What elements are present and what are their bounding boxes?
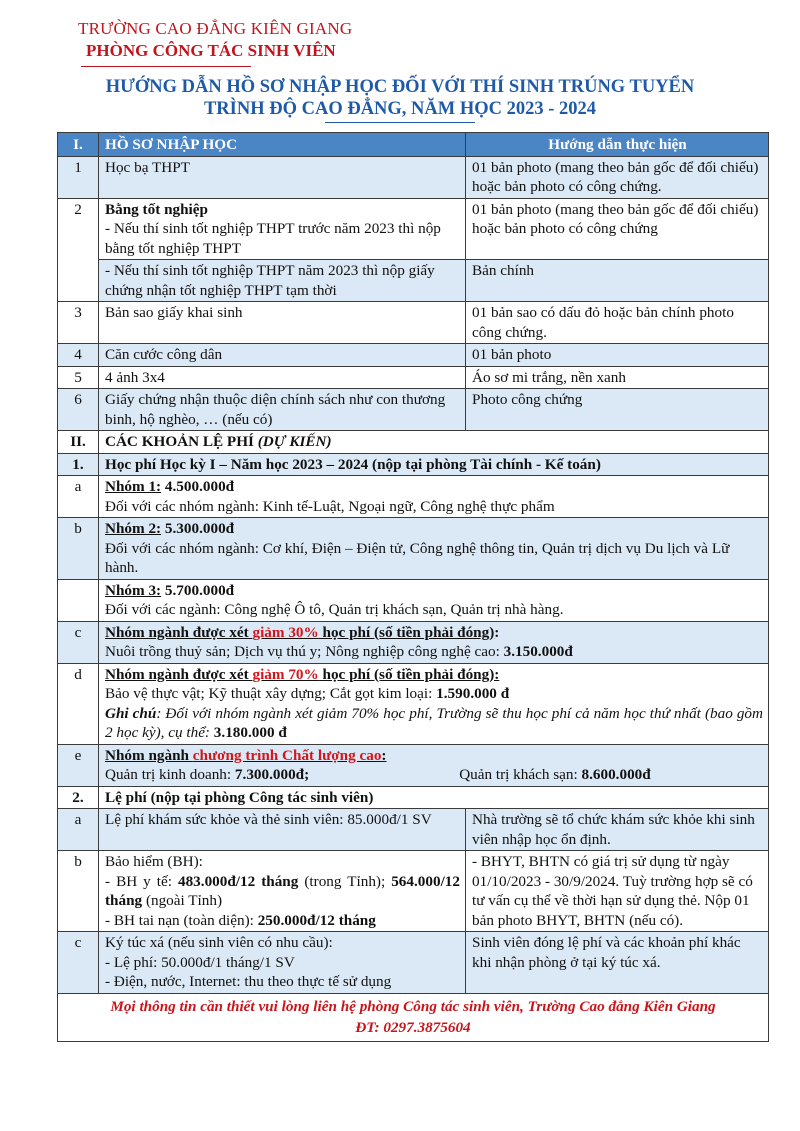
row-num: 1 (58, 156, 99, 198)
table-row (58, 809, 769, 851)
row-num: 6 (58, 389, 99, 431)
contact-note (58, 993, 769, 1041)
discount-amount: 3.150.000đ (503, 643, 573, 660)
section-2-num: II. (58, 431, 99, 454)
row-num: c (58, 621, 99, 663)
row-item: - Nếu thí sinh tốt nghiệp THPT năm 2023 thì nộp giấy chứng nhận tốt nghiệp THPT tạm thời (99, 260, 466, 302)
group-label: Nhóm 1: (105, 478, 162, 495)
document-header (78, 18, 352, 62)
hq-title (105, 747, 386, 764)
row-num: 3 (58, 302, 99, 344)
row-item: 4 ảnh 3x4 (99, 366, 466, 389)
tuition-group-1 (99, 476, 769, 518)
table-row (58, 579, 769, 621)
insurance-text: - BH tai nạn (toàn diện): (105, 911, 258, 929)
tuition-discount-70 (99, 663, 769, 744)
hq-item-2-wrap (459, 765, 651, 785)
title-rule (325, 122, 475, 123)
section-1-num: I. (58, 133, 99, 157)
note-text: : Đối với nhóm ngành xét giảm 70% học phí, Trường sẽ thu học phí cả năm học thứ nhất (bao gồm 2 học kỳ), cụ thể: (105, 704, 763, 741)
insurance-amount: 250.000đ/12 tháng (257, 911, 376, 929)
row-guide: - BHYT, BHTN có giá trị sử dụng từ ngày 01/10/2023 - 30/9/2024. Tuỳ trường hợp sẽ có tư vấn cụ thể về thời hạn sử dụng thẻ. Nộp 01 bản photo BHYT, BHTN (nếu có). (466, 851, 769, 932)
row-guide: Photo công chứng (466, 389, 769, 431)
hq-item-1: Quản trị kinh doanh: (105, 766, 235, 783)
dorm-line: Ký túc xá (nếu sinh viên có nhu cầu): (105, 934, 333, 951)
dorm-line: - Điện, nước, Internet: thu theo thực tế sử dụng (105, 973, 392, 990)
footer-row (58, 993, 769, 1041)
discount-text: học phí (số tiền phải đóng) (318, 623, 495, 641)
row-item (99, 198, 466, 260)
item-title: Bằng tốt nghiệp (105, 200, 208, 218)
table-row (58, 389, 769, 431)
insurance-text: (ngoài Tỉnh) (142, 892, 223, 909)
section-2-title-text: CÁC KHOẢN LỆ PHÍ (105, 433, 254, 450)
discount-desc: Bảo vệ thực vật; Kỹ thuật xây dựng; Cắt gọt kim loại: (105, 685, 437, 702)
tuition-title: Học phí Học kỳ I – Năm học 2023 – 2024 (nộp tại phòng Tài chính - Kế toán) (99, 453, 769, 476)
row-guide: Sinh viên đóng lệ phí và các khoản phí khác khi nhận phòng ở tại ký túc xá. (466, 932, 769, 994)
hq-amount-1: 7.300.000đ; (234, 766, 310, 783)
header-rule (81, 66, 251, 67)
row-num: 2 (58, 198, 99, 302)
hq-program: chương trình Chất lượng cao (192, 746, 382, 764)
discount-text: Nhóm ngành được xét (105, 665, 253, 683)
group-amount: 5.700.000đ (161, 581, 235, 599)
hq-text: Nhóm ngành (105, 746, 193, 764)
insurance-amount: 564.000/12 tháng (105, 872, 460, 909)
row-guide: 01 bản photo (466, 344, 769, 367)
insurance-item (99, 851, 466, 932)
fees-num: 2. (58, 786, 99, 809)
dorm-item (99, 932, 466, 994)
insurance-text: - BH y tế: (105, 872, 178, 890)
discount-rate: giảm 70% (252, 665, 319, 683)
group-desc: Đối với các nhóm ngành: Kinh tế-Luật, Ngoại ngữ, Công nghệ thực phẩm (105, 497, 555, 515)
table-row (58, 744, 769, 786)
row-guide: 01 bản photo (mang theo bản gốc để đối chiếu) hoặc bản photo có công chứng. (466, 156, 769, 198)
row-item: Căn cước công dân (99, 344, 466, 367)
tuition-discount-30 (99, 621, 769, 663)
discount-colon: : (494, 623, 500, 641)
row-num: 4 (58, 344, 99, 367)
table-row (58, 302, 769, 344)
admission-table (57, 132, 769, 1042)
row-num: a (58, 809, 99, 851)
row-item: Học bạ THPT (99, 156, 466, 198)
discount-title (105, 666, 499, 683)
section-2-title (99, 431, 769, 454)
row-guide: Bản chính (466, 260, 769, 302)
discount-text: Nhóm ngành được xét (105, 623, 253, 641)
section-1-title: HỒ SƠ NHẬP HỌC (99, 133, 466, 157)
group-amount: 5.300.000đ (161, 520, 235, 537)
fees-title: Lệ phí (nộp tại phòng Công tác sinh viên) (99, 786, 769, 809)
table-row (58, 260, 769, 302)
hq-item-2: Quản trị khách sạn: (459, 766, 582, 783)
row-num (58, 579, 99, 621)
insurance-text: (trong Tỉnh); (298, 872, 392, 890)
row-guide: Nhà trường sẽ tổ chức khám sức khỏe khi sinh viên nhập học ổn định. (466, 809, 769, 851)
discount-amount: 1.590.000 đ (436, 685, 510, 702)
insurance-amount: 483.000đ/12 tháng (177, 872, 299, 890)
table-row (58, 476, 769, 518)
tuition-num: 1. (58, 453, 99, 476)
row-guide: 01 bản sao có dấu đỏ hoặc bản chính photo công chứng. (466, 302, 769, 344)
table-row (58, 156, 769, 198)
row-num: b (58, 518, 99, 580)
section-1-header (58, 133, 769, 157)
table-row (58, 198, 769, 260)
document-title (0, 76, 800, 123)
group-amount: 4.500.000đ (161, 478, 235, 495)
row-item: Bản sao giấy khai sinh (99, 302, 466, 344)
tuition-high-quality (99, 744, 769, 786)
group-label: Nhóm 3: (105, 581, 162, 599)
group-label: Nhóm 2: (105, 520, 162, 537)
note-amount: 3.180.000 đ (213, 724, 287, 741)
contact-phone: ĐT: 0297.3875604 (355, 1018, 471, 1036)
table-row (58, 344, 769, 367)
row-num: e (58, 744, 99, 786)
group-desc: Đối với các nhóm ngành: Cơ khí, Điện – Điện tử, Công nghệ thông tin, Quản trị dịch vụ Du lịch và Lữ hành. (105, 539, 730, 576)
office-name: PHÒNG CÔNG TÁC SINH VIÊN (86, 41, 336, 60)
item-detail: - Nếu thí sinh tốt nghiệp THPT trước năm 2023 thì nộp bằng tốt nghiệp THPT (105, 220, 441, 257)
table-row (58, 851, 769, 932)
table-row (58, 663, 769, 744)
row-num: a (58, 476, 99, 518)
discount-title (105, 624, 494, 641)
section-2-title-note: (DỰ KIẾN) (257, 433, 332, 450)
table-row (58, 621, 769, 663)
row-num: b (58, 851, 99, 932)
discount-text: học phí (số tiền phải đóng): (318, 665, 500, 683)
row-num: c (58, 932, 99, 994)
insurance-title: Bảo hiểm (BH): (105, 853, 203, 870)
discount-rate: giảm 30% (252, 623, 319, 641)
row-item: Lệ phí khám sức khỏe và thẻ sinh viên: 85.000đ/1 SV (99, 809, 466, 851)
row-item: Giấy chứng nhận thuộc diện chính sách như con thương binh, hộ nghèo, … (nếu có) (99, 389, 466, 431)
dorm-line: - Lệ phí: 50.000đ/1 tháng/1 SV (105, 953, 295, 971)
note-label: Ghi chú (105, 704, 157, 722)
school-name: TRƯỜNG CAO ĐẲNG KIÊN GIANG (78, 19, 353, 38)
table-row (58, 932, 769, 994)
guide-header: Hướng dẫn thực hiện (466, 133, 769, 157)
table-row (58, 366, 769, 389)
tuition-header (58, 453, 769, 476)
row-guide: Áo sơ mi trắng, nền xanh (466, 366, 769, 389)
row-num: 5 (58, 366, 99, 389)
row-guide: 01 bản photo (mang theo bản gốc để đối chiếu) hoặc bản photo có công chứng (466, 198, 769, 260)
fees-header (58, 786, 769, 809)
row-num: d (58, 663, 99, 744)
title-line-1: HƯỚNG DẪN HỒ SƠ NHẬP HỌC ĐỐI VỚI THÍ SINH TRÚNG TUYỂN (105, 77, 695, 97)
title-line-2: TRÌNH ĐỘ CAO ĐẲNG, NĂM HỌC 2023 - 2024 (203, 99, 597, 119)
hq-text: : (381, 746, 387, 764)
hq-amount-2: 8.600.000đ (581, 766, 651, 783)
table-row (58, 518, 769, 580)
contact-line: Mọi thông tin cần thiết vui lòng liên hệ phòng Công tác sinh viên, Trường Cao đẳng Kiên Giang (110, 997, 716, 1015)
tuition-group-2 (99, 518, 769, 580)
group-desc: Đối với các ngành: Công nghệ Ô tô, Quản trị khách sạn, Quản trị nhà hàng. (105, 601, 564, 618)
tuition-group-3 (99, 579, 769, 621)
discount-desc: Nuôi trồng thuỷ sản; Dịch vụ thú y; Nông nghiệp công nghệ cao: (105, 643, 504, 660)
section-2-header (58, 431, 769, 454)
